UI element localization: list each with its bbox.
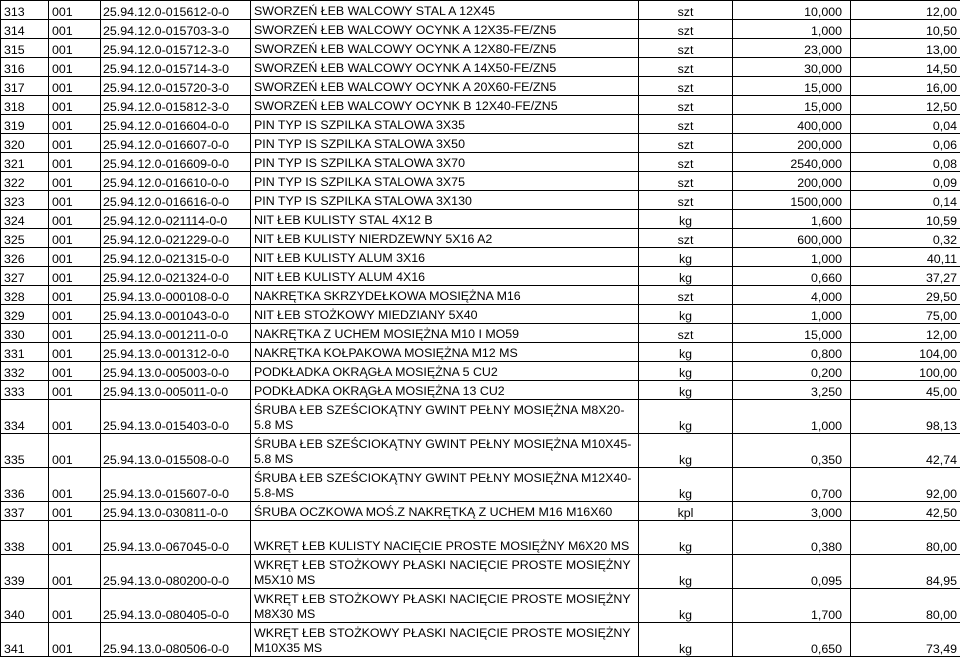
row-number: 318 xyxy=(1,96,49,115)
unit-price: 98,13 xyxy=(851,400,960,434)
table-row xyxy=(1,115,960,134)
quantity: 15,000 xyxy=(733,77,851,96)
item-index: 25.94.13.0-001312-0-0 xyxy=(101,343,251,362)
table-row xyxy=(1,589,960,623)
item-index: 25.94.12.0-016607-0-0 xyxy=(101,134,251,153)
table-row xyxy=(1,434,960,468)
item-index: 25.94.13.0-080405-0-0 xyxy=(101,589,251,623)
quantity: 1,000 xyxy=(733,248,851,267)
item-index: 25.94.12.0-021324-0-0 xyxy=(101,267,251,286)
quantity: 600,000 xyxy=(733,229,851,248)
unit-of-measure: szt xyxy=(639,39,733,58)
table-row xyxy=(1,96,960,115)
unit-of-measure: kg xyxy=(639,623,733,657)
table-row xyxy=(1,521,960,555)
item-index: 25.94.13.0-080200-0-0 xyxy=(101,555,251,589)
table-row xyxy=(1,191,960,210)
quantity: 1,000 xyxy=(733,20,851,39)
table-row xyxy=(1,229,960,248)
warehouse-code: 001 xyxy=(49,381,101,400)
item-name: PODKŁADKA OKRĄGŁA MOSIĘŻNA 5 CU2 xyxy=(251,362,639,381)
item-index: 25.94.12.0-015612-0-0 xyxy=(101,1,251,20)
unit-of-measure: kg xyxy=(639,210,733,229)
unit-price: 37,27 xyxy=(851,267,960,286)
item-index: 25.94.12.0-021229-0-0 xyxy=(101,229,251,248)
table-row xyxy=(1,555,960,589)
quantity: 200,000 xyxy=(733,134,851,153)
unit-of-measure: szt xyxy=(639,324,733,343)
unit-of-measure: szt xyxy=(639,191,733,210)
quantity: 0,095 xyxy=(733,555,851,589)
row-number: 332 xyxy=(1,362,49,381)
item-index: 25.94.12.0-016609-0-0 xyxy=(101,153,251,172)
item-name: NIT ŁEB KULISTY ALUM 3X16 xyxy=(251,248,639,267)
unit-of-measure: szt xyxy=(639,172,733,191)
table-row xyxy=(1,1,960,20)
unit-price: 16,00 xyxy=(851,77,960,96)
unit-price: 75,00 xyxy=(851,305,960,324)
warehouse-code: 001 xyxy=(49,39,101,58)
unit-price: 0,04 xyxy=(851,115,960,134)
warehouse-code: 001 xyxy=(49,623,101,657)
table-row xyxy=(1,343,960,362)
warehouse-code: 001 xyxy=(49,58,101,77)
row-number: 316 xyxy=(1,58,49,77)
quantity: 400,000 xyxy=(733,115,851,134)
quantity: 2540,000 xyxy=(733,153,851,172)
item-index: 25.94.12.0-015720-3-0 xyxy=(101,77,251,96)
item-index: 25.94.12.0-015714-3-0 xyxy=(101,58,251,77)
warehouse-code: 001 xyxy=(49,172,101,191)
quantity: 0,700 xyxy=(733,468,851,502)
unit-of-measure: kg xyxy=(639,468,733,502)
table-row xyxy=(1,248,960,267)
unit-price: 0,32 xyxy=(851,229,960,248)
unit-of-measure: szt xyxy=(639,96,733,115)
item-index: 25.94.13.0-015607-0-0 xyxy=(101,468,251,502)
unit-price: 80,00 xyxy=(851,521,960,555)
row-number: 325 xyxy=(1,229,49,248)
unit-price: 0,06 xyxy=(851,134,960,153)
quantity: 0,200 xyxy=(733,362,851,381)
item-index: 25.94.12.0-016616-0-0 xyxy=(101,191,251,210)
item-name: ŚRUBA OCZKOWA MOŚ.Z NAKRĘTKĄ Z UCHEM M16 M16X60 xyxy=(251,502,639,521)
unit-price: 45,00 xyxy=(851,381,960,400)
item-index: 25.94.13.0-030811-0-0 xyxy=(101,502,251,521)
row-number: 334 xyxy=(1,400,49,434)
warehouse-code: 001 xyxy=(49,434,101,468)
unit-of-measure: kpl xyxy=(639,502,733,521)
row-number: 326 xyxy=(1,248,49,267)
quantity: 15,000 xyxy=(733,324,851,343)
table-row xyxy=(1,153,960,172)
quantity: 1,700 xyxy=(733,589,851,623)
quantity: 4,000 xyxy=(733,286,851,305)
warehouse-code: 001 xyxy=(49,153,101,172)
item-name: NIT ŁEB KULISTY ALUM 4X16 xyxy=(251,267,639,286)
table-row xyxy=(1,381,960,400)
warehouse-code: 001 xyxy=(49,267,101,286)
quantity: 0,350 xyxy=(733,434,851,468)
item-name: WKRĘT ŁEB KULISTY NACIĘCIE PROSTE MOSIĘŻNY M6X20 MS xyxy=(251,521,639,555)
unit-of-measure: kg xyxy=(639,362,733,381)
quantity: 0,650 xyxy=(733,623,851,657)
row-number: 315 xyxy=(1,39,49,58)
item-name: SWORZEŃ ŁEB WALCOWY OCYNK A 12X80-FE/ZN5 xyxy=(251,39,639,58)
unit-price: 0,14 xyxy=(851,191,960,210)
row-number: 341 xyxy=(1,623,49,657)
warehouse-code: 001 xyxy=(49,468,101,502)
quantity: 1500,000 xyxy=(733,191,851,210)
row-number: 321 xyxy=(1,153,49,172)
item-index: 25.94.12.0-016610-0-0 xyxy=(101,172,251,191)
unit-price: 84,95 xyxy=(851,555,960,589)
warehouse-code: 001 xyxy=(49,210,101,229)
item-index: 25.94.12.0-015812-3-0 xyxy=(101,96,251,115)
warehouse-code: 001 xyxy=(49,191,101,210)
item-name: WKRĘT ŁEB STOŻKOWY PŁASKI NACIĘCIE PROSTE MOSIĘŻNY M5X10 MS xyxy=(251,555,639,589)
item-index: 25.94.12.0-015703-3-0 xyxy=(101,20,251,39)
unit-price: 104,00 xyxy=(851,343,960,362)
unit-of-measure: kg xyxy=(639,305,733,324)
unit-of-measure: szt xyxy=(639,229,733,248)
unit-price: 10,59 xyxy=(851,210,960,229)
item-name: WKRĘT ŁEB STOŻKOWY PŁASKI NACIĘCIE PROSTE MOSIĘŻNY M8X30 MS xyxy=(251,589,639,623)
table-row xyxy=(1,210,960,229)
warehouse-code: 001 xyxy=(49,20,101,39)
item-index: 25.94.13.0-067045-0-0 xyxy=(101,521,251,555)
quantity: 15,000 xyxy=(733,96,851,115)
item-index: 25.94.13.0-001043-0-0 xyxy=(101,305,251,324)
table-row xyxy=(1,58,960,77)
table-row xyxy=(1,305,960,324)
unit-of-measure: szt xyxy=(639,20,733,39)
item-name: ŚRUBA ŁEB SZEŚCIOKĄTNY GWINT PEŁNY MOSIĘŻNA M8X20-5.8 MS xyxy=(251,400,639,434)
unit-price: 0,09 xyxy=(851,172,960,191)
warehouse-code: 001 xyxy=(49,1,101,20)
warehouse-code: 001 xyxy=(49,400,101,434)
quantity: 0,380 xyxy=(733,521,851,555)
item-index: 25.94.13.0-015403-0-0 xyxy=(101,400,251,434)
quantity: 3,000 xyxy=(733,502,851,521)
table-row xyxy=(1,468,960,502)
row-number: 333 xyxy=(1,381,49,400)
table-row xyxy=(1,400,960,434)
row-number: 319 xyxy=(1,115,49,134)
warehouse-code: 001 xyxy=(49,343,101,362)
warehouse-code: 001 xyxy=(49,115,101,134)
row-number: 323 xyxy=(1,191,49,210)
item-name: PIN TYP IS SZPILKA STALOWA 3X35 xyxy=(251,115,639,134)
item-name: PIN TYP IS SZPILKA STALOWA 3X130 xyxy=(251,191,639,210)
unit-price: 29,50 xyxy=(851,286,960,305)
unit-price: 42,74 xyxy=(851,434,960,468)
warehouse-code: 001 xyxy=(49,286,101,305)
unit-of-measure: szt xyxy=(639,77,733,96)
warehouse-code: 001 xyxy=(49,362,101,381)
warehouse-code: 001 xyxy=(49,324,101,343)
table-row xyxy=(1,172,960,191)
warehouse-code: 001 xyxy=(49,521,101,555)
item-index: 25.94.13.0-005003-0-0 xyxy=(101,362,251,381)
row-number: 327 xyxy=(1,267,49,286)
unit-price: 12,00 xyxy=(851,324,960,343)
warehouse-code: 001 xyxy=(49,555,101,589)
item-name: SWORZEŃ ŁEB WALCOWY OCYNK A 14X50-FE/ZN5 xyxy=(251,58,639,77)
unit-of-measure: szt xyxy=(639,58,733,77)
row-number: 317 xyxy=(1,77,49,96)
unit-of-measure: kg xyxy=(639,589,733,623)
inventory-table-body xyxy=(1,1,960,657)
item-index: 25.94.12.0-015712-3-0 xyxy=(101,39,251,58)
quantity: 3,250 xyxy=(733,381,851,400)
unit-price: 12,00 xyxy=(851,1,960,20)
table-row xyxy=(1,324,960,343)
warehouse-code: 001 xyxy=(49,248,101,267)
item-name: NAKRĘTKA Z UCHEM MOSIĘŻNA M10 I MO59 xyxy=(251,324,639,343)
table-row xyxy=(1,286,960,305)
item-name: SWORZEŃ ŁEB WALCOWY OCYNK A 12X35-FE/ZN5 xyxy=(251,20,639,39)
item-index: 25.94.13.0-015508-0-0 xyxy=(101,434,251,468)
row-number: 322 xyxy=(1,172,49,191)
item-name: SWORZEŃ ŁEB WALCOWY STAL A 12X45 xyxy=(251,1,639,20)
item-name: NIT ŁEB STOŻKOWY MIEDZIANY 5X40 xyxy=(251,305,639,324)
unit-price: 42,50 xyxy=(851,502,960,521)
unit-price: 14,50 xyxy=(851,58,960,77)
item-name: SWORZEŃ ŁEB WALCOWY OCYNK A 20X60-FE/ZN5 xyxy=(251,77,639,96)
unit-of-measure: szt xyxy=(639,1,733,20)
item-index: 25.94.12.0-016604-0-0 xyxy=(101,115,251,134)
unit-of-measure: kg xyxy=(639,343,733,362)
quantity: 1,000 xyxy=(733,305,851,324)
item-name: NIT ŁEB KULISTY STAL 4X12 B xyxy=(251,210,639,229)
quantity: 1,600 xyxy=(733,210,851,229)
item-index: 25.94.13.0-080506-0-0 xyxy=(101,623,251,657)
row-number: 336 xyxy=(1,468,49,502)
row-number: 340 xyxy=(1,589,49,623)
row-number: 338 xyxy=(1,521,49,555)
quantity: 10,000 xyxy=(733,1,851,20)
item-name: NAKRĘTKA KOŁPAKOWA MOSIĘŻNA M12 MS xyxy=(251,343,639,362)
unit-price: 80,00 xyxy=(851,589,960,623)
unit-price: 73,49 xyxy=(851,623,960,657)
warehouse-code: 001 xyxy=(49,96,101,115)
warehouse-code: 001 xyxy=(49,77,101,96)
item-index: 25.94.13.0-000108-0-0 xyxy=(101,286,251,305)
item-name: ŚRUBA ŁEB SZEŚCIOKĄTNY GWINT PEŁNY MOSIĘŻNA M12X40-5.8-MS xyxy=(251,468,639,502)
warehouse-code: 001 xyxy=(49,589,101,623)
row-number: 320 xyxy=(1,134,49,153)
quantity: 0,800 xyxy=(733,343,851,362)
item-name: NAKRĘTKA SKRZYDEŁKOWA MOSIĘŻNA M16 xyxy=(251,286,639,305)
table-row xyxy=(1,623,960,657)
item-name: PIN TYP IS SZPILKA STALOWA 3X75 xyxy=(251,172,639,191)
item-name: NIT ŁEB KULISTY NIERDZEWNY 5X16 A2 xyxy=(251,229,639,248)
warehouse-code: 001 xyxy=(49,229,101,248)
row-number: 313 xyxy=(1,1,49,20)
quantity: 30,000 xyxy=(733,58,851,77)
row-number: 314 xyxy=(1,20,49,39)
quantity: 200,000 xyxy=(733,172,851,191)
unit-of-measure: kg xyxy=(639,248,733,267)
row-number: 330 xyxy=(1,324,49,343)
item-name: PODKŁADKA OKRĄGŁA MOSIĘŻNA 13 CU2 xyxy=(251,381,639,400)
row-number: 328 xyxy=(1,286,49,305)
row-number: 329 xyxy=(1,305,49,324)
unit-price: 92,00 xyxy=(851,468,960,502)
unit-of-measure: kg xyxy=(639,267,733,286)
row-number: 337 xyxy=(1,502,49,521)
quantity: 0,660 xyxy=(733,267,851,286)
warehouse-code: 001 xyxy=(49,305,101,324)
table-row xyxy=(1,20,960,39)
warehouse-code: 001 xyxy=(49,502,101,521)
unit-of-measure: szt xyxy=(639,286,733,305)
item-index: 25.94.13.0-005011-0-0 xyxy=(101,381,251,400)
unit-of-measure: kg xyxy=(639,521,733,555)
row-number: 335 xyxy=(1,434,49,468)
item-name: PIN TYP IS SZPILKA STALOWA 3X50 xyxy=(251,134,639,153)
table-row xyxy=(1,134,960,153)
warehouse-code: 001 xyxy=(49,134,101,153)
table-row xyxy=(1,267,960,286)
unit-of-measure: kg xyxy=(639,434,733,468)
unit-price: 0,08 xyxy=(851,153,960,172)
unit-of-measure: szt xyxy=(639,153,733,172)
table-row xyxy=(1,362,960,381)
table-row xyxy=(1,39,960,58)
row-number: 339 xyxy=(1,555,49,589)
quantity: 1,000 xyxy=(733,400,851,434)
item-index: 25.94.12.0-021315-0-0 xyxy=(101,248,251,267)
unit-price: 40,11 xyxy=(851,248,960,267)
row-number: 324 xyxy=(1,210,49,229)
item-name: PIN TYP IS SZPILKA STALOWA 3X70 xyxy=(251,153,639,172)
unit-price: 13,00 xyxy=(851,39,960,58)
item-index: 25.94.12.0-021114-0-0 xyxy=(101,210,251,229)
row-number: 331 xyxy=(1,343,49,362)
unit-of-measure: kg xyxy=(639,555,733,589)
unit-of-measure: szt xyxy=(639,134,733,153)
unit-price: 12,50 xyxy=(851,96,960,115)
table-row xyxy=(1,502,960,521)
unit-of-measure: kg xyxy=(639,381,733,400)
item-name: SWORZEŃ ŁEB WALCOWY OCYNK B 12X40-FE/ZN5 xyxy=(251,96,639,115)
item-name: WKRĘT ŁEB STOŻKOWY PŁASKI NACIĘCIE PROSTE MOSIĘŻNY M10X35 MS xyxy=(251,623,639,657)
quantity: 23,000 xyxy=(733,39,851,58)
unit-of-measure: szt xyxy=(639,115,733,134)
item-name: ŚRUBA ŁEB SZEŚCIOKĄTNY GWINT PEŁNY MOSIĘŻNA M10X45-5.8 MS xyxy=(251,434,639,468)
unit-of-measure: kg xyxy=(639,400,733,434)
unit-price: 10,50 xyxy=(851,20,960,39)
item-index: 25.94.13.0-001211-0-0 xyxy=(101,324,251,343)
table-row xyxy=(1,77,960,96)
unit-price: 100,00 xyxy=(851,362,960,381)
